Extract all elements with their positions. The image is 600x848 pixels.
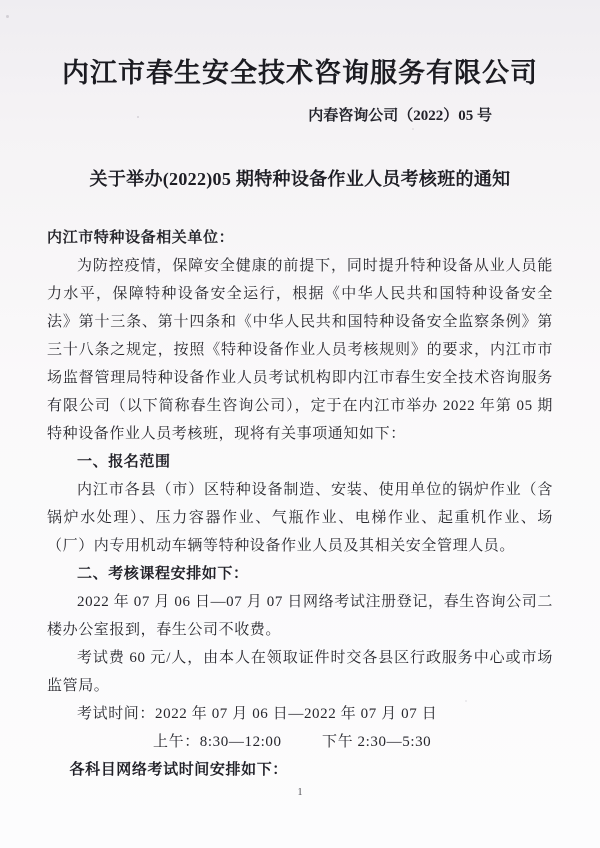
online-exam-schedule-note: 各科目网络考试时间安排如下： <box>69 762 288 778</box>
scan-speck <box>465 700 467 702</box>
fee-paragraph: 考试费 60 元/人，由本人在领取证件时交各县区行政服务中心或市场监管局。 <box>47 650 553 694</box>
section1-paragraph: 内江市各县（市）区特种设备制造、安装、使用单位的锅炉作业（含锅炉水处理）、压力容器作业、气瓶作业、电梯作业、起重机作业、场（厂）内专用机动车辆等特种设备作业人员及其相关安全管理人员。 <box>47 482 553 554</box>
intro-paragraph: 为防控疫情，保障安全健康的前提下，同时提升特种设备从业人员能力水平，保障特种设备安全运行，根据《中华人民共和国特种设备安全法》第十三条、第十四条和《中华人民共和国特种设备安全监察条例》第三十八条之规定，按照《特种设备作业人员考核规则》的要求，内江市市场监督管理局特种设备作业人员考试机构即内江市春生安全技术咨询服务有限公司（以下简称春生咨询公司），定于在内江市举办 2022 年第 05 期特种设备作业人员考核班，现将有关事项通知如下： <box>47 258 553 442</box>
scan-speck <box>137 116 139 118</box>
document-number: 内春咨询公司（2022）05 号 <box>308 108 492 124</box>
afternoon-session-time: 下午 2:30—5:30 <box>322 734 432 750</box>
company-title: 内江市春生安全技术咨询服务有限公司 <box>62 58 538 88</box>
exam-time-line: 考试时间：2022 年 07 月 06 日—2022 年 07 月 07 日 <box>77 706 438 722</box>
section1-heading: 一、报名范围 <box>77 454 171 470</box>
addressee-line: 内江市特种设备相关单位： <box>47 230 235 246</box>
section2-heading: 二、考核课程安排如下： <box>77 566 249 582</box>
notice-body <box>0 224 600 784</box>
notice-subject-title: 关于举办(2022)05 期特种设备作业人员考核班的通知 <box>89 169 511 189</box>
scan-speck <box>6 15 9 18</box>
session-times-line <box>47 728 553 756</box>
registration-paragraph: 2022 年 07 月 06 日—07 月 07 日网络考试注册登记，春生咨询公司二楼办公室报到，春生公司不收费。 <box>47 594 553 638</box>
morning-session-time: 上午：8:30—12:00 <box>153 734 282 750</box>
page-number: 1 <box>297 787 303 798</box>
scan-speck <box>412 128 414 130</box>
